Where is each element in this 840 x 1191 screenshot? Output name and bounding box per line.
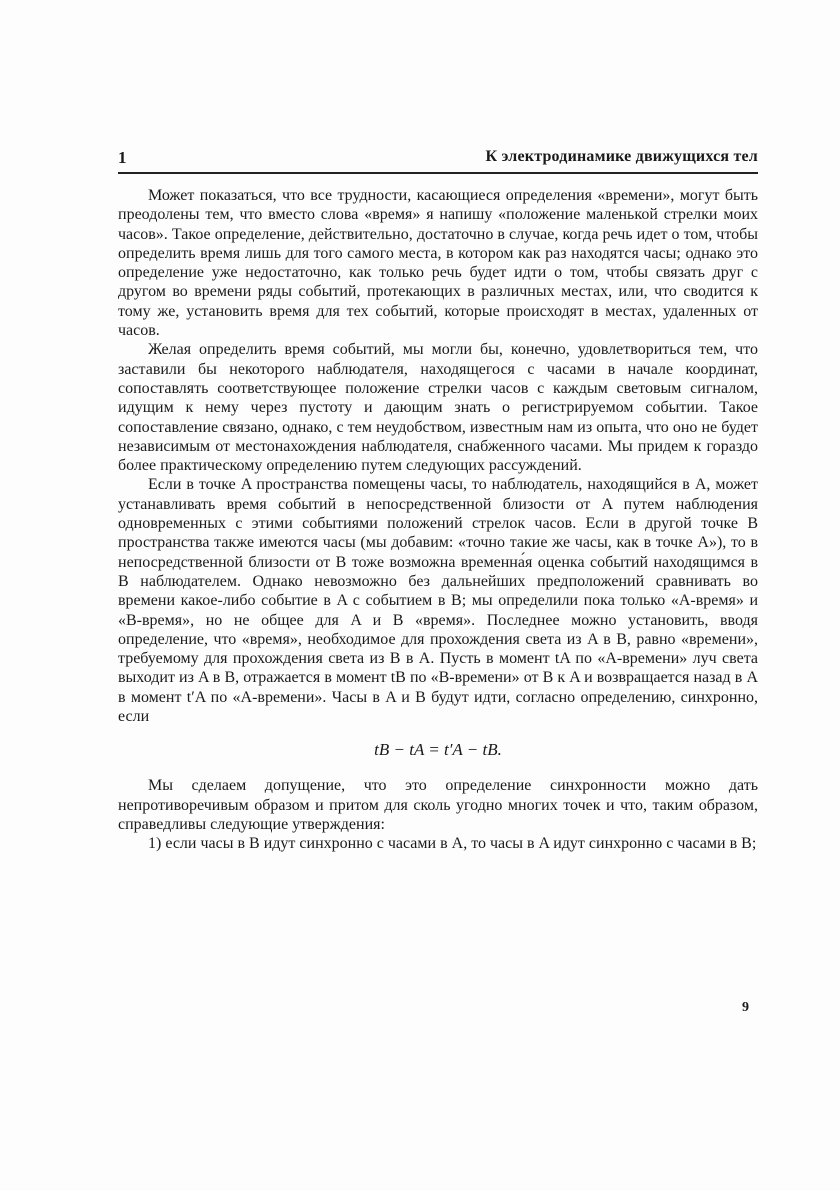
paragraph-1: Может показаться, что все трудности, касающиеся определения «времени», могут быть преодолены тем, что вместо слова «время» я напишу «положение маленькой стрелки моих часов». Такое определение, действительно, достаточно в случае, когда речь идет о том, чтобы определить время лишь для того самого места, в котором как раз находятся часы; однако это определение уже недостаточно, как только речь будет идти о том, чтобы связать друг с другом во времени ряды событий, протекающих в различных местах, или, что сводится к тому же, установить время для тех событий, которые происходят в местах, удаленных от часов. [118,187,758,340]
paragraph-4: Мы сделаем допущение, что это определение синхронности можно дать непротиворечивым образом и притом для сколь угодно многих точек и что, таким образом, справедливы следующие утверждения: [118,777,758,833]
page-mark: 9 [742,1000,749,1015]
header-divider [118,172,758,174]
running-title: К электродинамике движущихся тел [485,148,758,165]
synchronization-formula [118,738,758,762]
page-number: 1 [118,148,127,167]
formula-text: tB − tA = t′A − tB. [374,740,502,760]
paragraph-2: Желая определить время событий, мы могли бы, конечно, удовлетвориться тем, что заставили бы некоторого наблюдателя, находящегося с часами в начале координат, сопоставлять соответствующее положение стрелки часов с каждым световым сигналом, идущим к нему через пустоту и дающим знать о регистрируемом событии. Такое сопоставление связано, однако, с тем неудобством, известным нам из опыта, что оно не будет независимым от местонахождения наблюдателя, снабженного часами. Мы придем к гораздо более практическому определению путем следующих рассуждений. [118,341,758,475]
body-text [118,186,758,854]
paragraph-3: Если в точке A пространства помещены часы, то наблюдатель, находящийся в A, может устанавливать время событий в непосредственной близости от A путем наблюдения одновременных с этими событиями положений стрелок часов. Если в другой точке B пространства также имеются часы (мы добавим: «точно такие же часы, как в точке A»), то в непосредственной близости от B тоже возможна временна́я оценка событий находящимся в B наблюдателем. Однако невозможно без дальнейших предположений сравнивать во времени какое-либо событие в A с событием в B; мы определили пока только «A-время» и «B-время», но не общее для A и B «время». Последнее можно установить, вводя определение, что «время», необходимое для прохождения света из A в B, равно «времени», требуемому для прохождения света из B в A. Пусть в момент tA по «A-времени» луч света выходит из A в B, отражается в момент tB по «B-времени» от B к A и возвращается назад в A в момент t′A по «A-времени». Часы в A и B будут идти, согласно определению, синхронно, если [118,476,758,726]
running-head [118,148,758,170]
paragraph-5: 1) если часы в B идут синхронно с часами в A, то часы в A идут синхронно с часами в B; [148,835,757,853]
